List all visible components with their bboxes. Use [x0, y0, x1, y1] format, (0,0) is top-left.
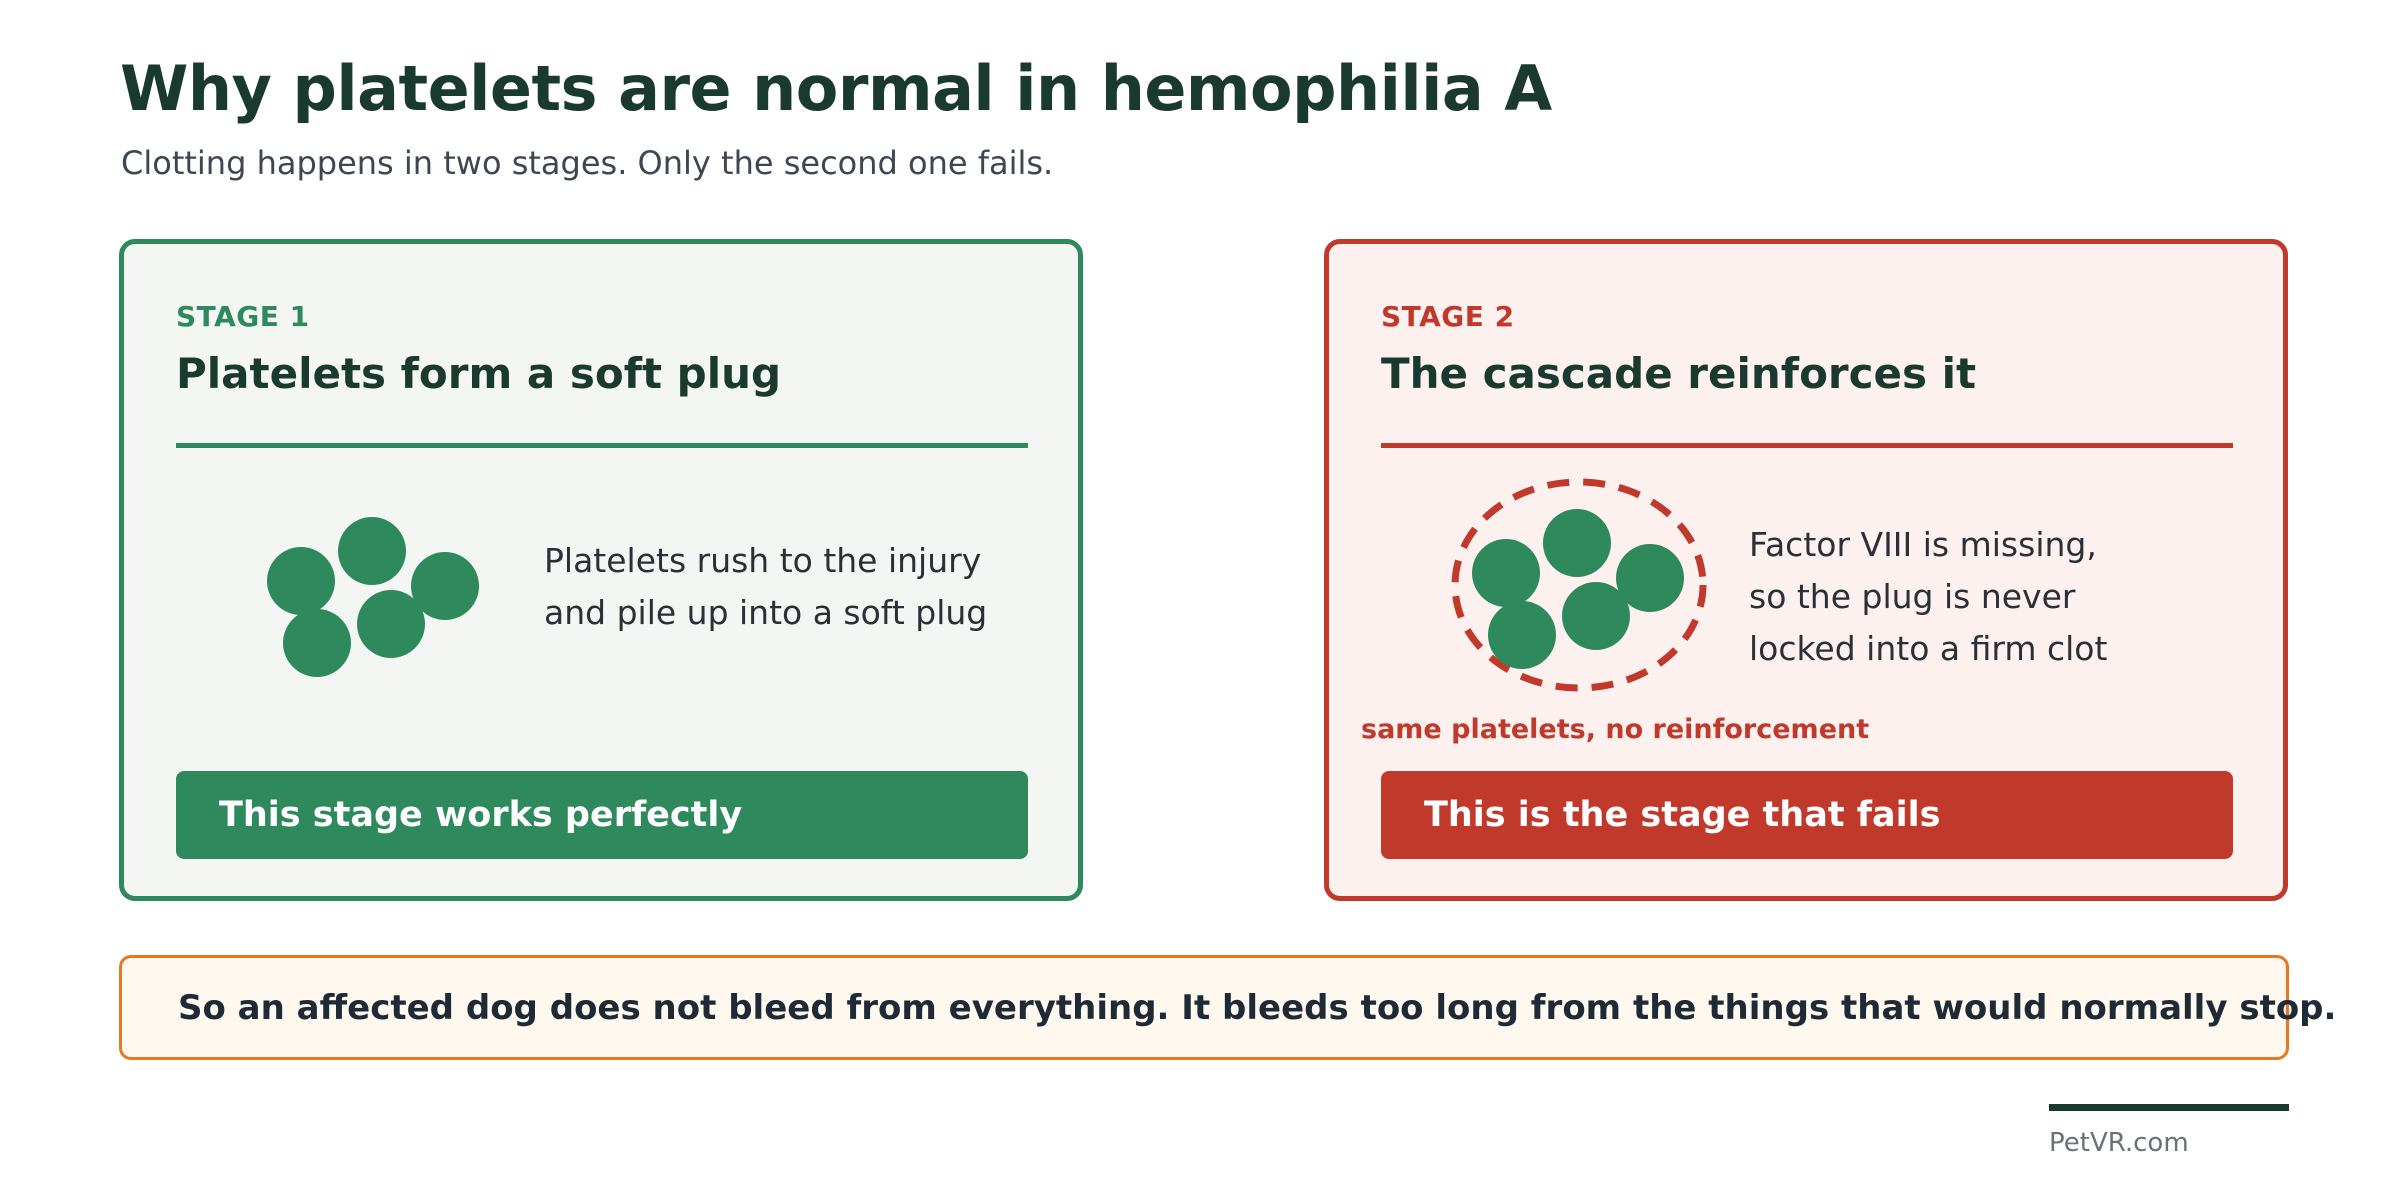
- stage-1-title: Platelets form a soft plug: [176, 349, 782, 398]
- description-line: so the plug is never: [1749, 577, 2076, 616]
- stage-1-label: STAGE 1: [176, 300, 310, 333]
- stage-1-divider: [176, 443, 1028, 448]
- description-line: locked into a firm clot: [1749, 629, 2108, 668]
- platelet-icon: [1472, 539, 1540, 607]
- page-subtitle: Clotting happens in two stages. Only the second one fails.: [121, 144, 1054, 182]
- description-line: Factor VIII is missing,: [1749, 525, 2097, 564]
- platelet-icon: [1543, 509, 1611, 577]
- platelet-cluster-illustration: [264, 509, 504, 709]
- stage-2-card: [1324, 239, 2288, 901]
- stage-2-description: [1749, 519, 2107, 675]
- platelet-icon: [1562, 582, 1630, 650]
- platelet-icon: [267, 547, 335, 615]
- platelet-icon: [283, 609, 351, 677]
- stage-1-description: [544, 535, 987, 639]
- stage-2-divider: [1381, 443, 2233, 448]
- stage-2-title: The cascade reinforces it: [1381, 349, 1977, 398]
- platelet-icon: [357, 590, 425, 658]
- footer-brand: PetVR.com: [2049, 1128, 2189, 1158]
- summary-callout: So an affected dog does not bleed from everything. It bleeds too long from the things that would normally stop.: [119, 955, 2289, 1060]
- footer-rule: [2049, 1104, 2289, 1111]
- platelet-icon: [338, 517, 406, 585]
- description-line: and pile up into a soft plug: [544, 593, 988, 632]
- stage-1-status-banner: This stage works perfectly: [176, 771, 1028, 859]
- stage-2-status-banner: This is the stage that fails: [1381, 771, 2233, 859]
- description-line: Platelets rush to the injury: [544, 541, 982, 580]
- stage-2-label: STAGE 2: [1381, 300, 1515, 333]
- stage-1-card: [119, 239, 1083, 901]
- unreinforced-platelet-cluster-illustration: [1449, 476, 1729, 716]
- platelet-icon: [1488, 601, 1556, 669]
- stage-2-note: same platelets, no reinforcement: [1361, 714, 1870, 745]
- page-title: Why platelets are normal in hemophilia A: [120, 52, 1552, 125]
